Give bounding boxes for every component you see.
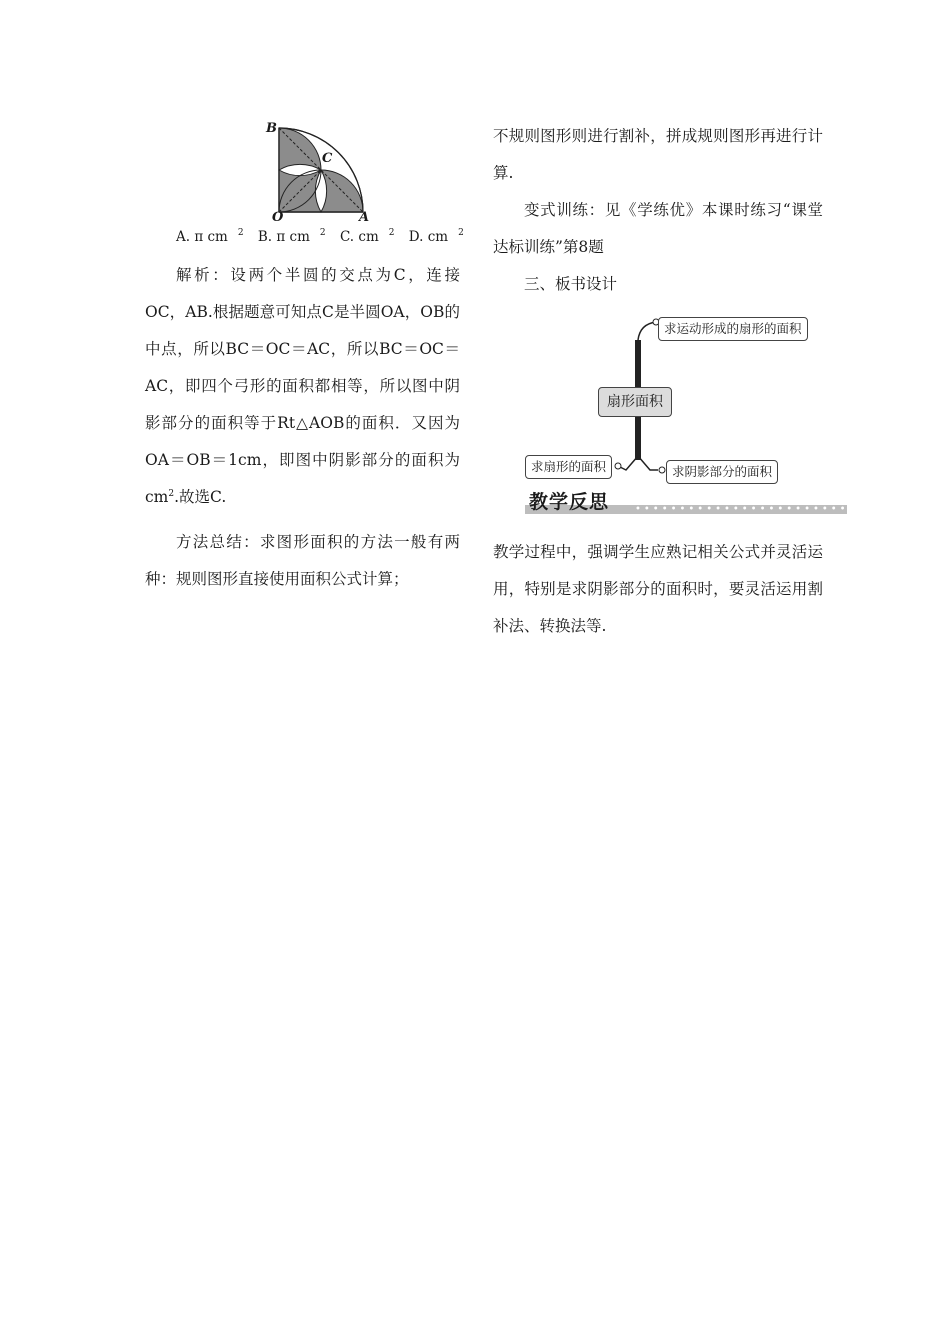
option-b: B. π cm $^2$ — [257, 228, 326, 245]
analysis-paragraph: 解析：设两个半圆的交点为C，连接OC，AB.根据题意可知点C是半圆OA，OB的中点，所以BC＝OC＝AC，所以BC＝OC＝AC，即四个弓形的面积都相等，所以图中阴影部分的面积等于Rt△AOB的面积．又因为OA＝OB＝1cm，即图中阴影部分的面积为$cm^2$.故选C. — [145, 266, 460, 506]
banner-dots: •••••••••••••••••••••••••••• — [635, 504, 885, 515]
section-heading: 三、板书设计 — [524, 275, 618, 293]
left-column — [145, 240, 460, 598]
reflection-paragraph: 教学过程中，强调学生应熟记相关公式并灵活运用，特别是求阴影部分的面积时，要灵活运用割补法、转换法等. — [493, 543, 823, 635]
label-b: B — [266, 121, 277, 136]
reflection-block — [493, 534, 823, 645]
quarter-circle-figure — [262, 118, 378, 228]
right-column — [493, 118, 823, 303]
board-design-mindmap — [518, 310, 818, 490]
continued-paragraph: 不规则图形则进行割补，拼成规则图形再进行计算. — [493, 127, 823, 182]
label-c: C — [322, 151, 333, 166]
option-d: D. cm $^2$ — [408, 228, 464, 245]
reflection-banner — [525, 487, 885, 517]
mindmap-node-center: 扇形面积 — [598, 387, 672, 417]
option-a: A. π cm $^2$ — [176, 228, 244, 245]
variant-paragraph: 变式训练：见《学练优》本课时练习“课堂达标训练”第8题 — [493, 201, 823, 256]
mindmap-node-right: 求阴影部分的面积 — [666, 460, 778, 484]
reflection-title: 教学反思 — [529, 491, 610, 513]
option-c: C. cm $^2$ — [339, 228, 395, 245]
mindmap-node-top: 求运动形成的扇形的面积 — [658, 317, 808, 341]
label-o: O — [272, 210, 284, 225]
label-a: A — [359, 210, 370, 225]
method-paragraph: 方法总结：求图形面积的方法一般有两种：规则图形直接使用面积公式计算； — [145, 533, 460, 588]
mindmap-node-left: 求扇形的面积 — [525, 455, 612, 479]
